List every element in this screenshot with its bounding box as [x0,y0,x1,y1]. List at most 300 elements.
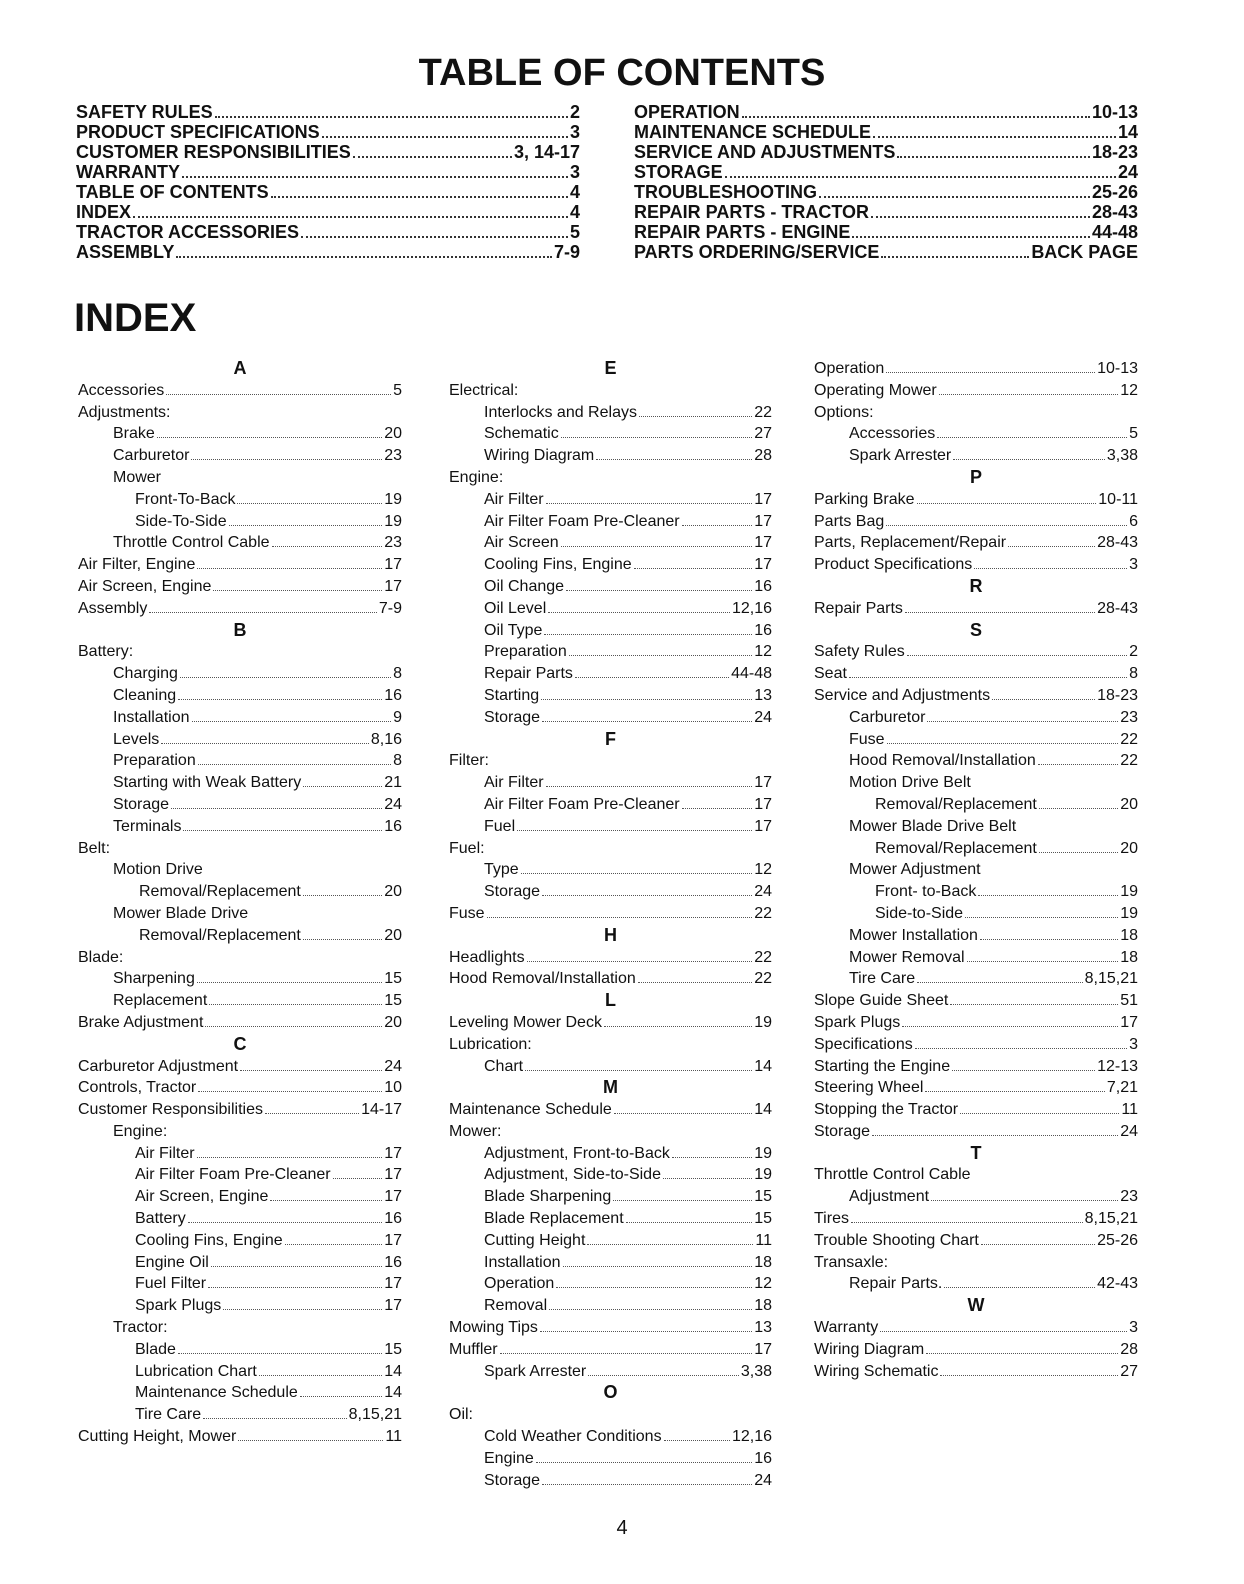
dot-leader [271,196,568,198]
index-entry-label: Safety Rules [814,643,905,661]
index-entry-label: Transaxle: [814,1253,889,1271]
index-entry [814,881,1138,903]
index-subheading [814,1252,1138,1274]
index-entry-page: 3 [1129,556,1138,574]
index-entry [449,816,772,838]
index-entry-label: Spark Arrester [849,447,952,465]
index-entry [814,532,1138,554]
index-entry-label: Motion Drive [113,861,203,879]
index-entry [814,750,1138,772]
index-entry-label: Cutting Height [484,1231,586,1249]
dot-leader [303,895,382,896]
index-section-letter: M [603,1077,618,1098]
index-entry-label: Mower Blade Drive [113,904,249,922]
index-entry-page: 3 [1129,1035,1138,1053]
index-entry-page: 19 [1120,904,1138,922]
index-entry [449,685,772,707]
toc-entry-page: 3 [569,162,580,182]
index-subheading [449,467,772,489]
index-entry-page: 17 [384,1188,402,1206]
index-entry-page: 10-13 [1097,360,1138,377]
index-entry-label: Stopping the Tractor [814,1101,959,1119]
index-entry [449,1186,772,1208]
index-entry [449,1295,772,1317]
dot-leader [238,1440,383,1441]
index-entry [449,511,772,533]
toc-entry [634,102,1138,122]
index-entry [449,423,772,445]
dot-leader [981,1244,1095,1245]
index-entry-label: Adjustments: [78,403,171,421]
index-entry [814,1012,1138,1034]
index-entry [78,1382,402,1404]
index-entry [814,990,1138,1012]
dot-leader [272,546,383,547]
toc-entry [76,222,580,242]
index-entry-label: Battery [135,1210,186,1228]
index-entry-label: Mower Removal [849,948,965,966]
index-title: INDEX [74,296,197,340]
index-entry-page: 5 [1129,425,1138,443]
index-entry-page: 24 [1120,1122,1138,1140]
index-entry [449,903,772,925]
index-entry [814,445,1138,467]
toc-entry-label: ASSEMBLY [76,242,175,262]
index-entry [78,1208,402,1230]
index-entry-label: Installation [484,1253,561,1271]
dot-leader [927,721,1118,722]
index-entry-label: Maintenance Schedule [135,1384,298,1402]
index-entry [449,1361,772,1383]
index-entry [78,423,402,445]
index-entry-page: 3,38 [740,1362,772,1380]
index-entry-page: 19 [754,1144,772,1162]
dot-leader [213,590,382,591]
index-entry [449,1426,772,1448]
index-entry-page: 51 [1120,992,1138,1010]
index-entry-page: 17 [384,1275,402,1293]
index-entry-label: Engine [484,1449,534,1467]
index-entry [78,881,402,903]
index-subheading [814,859,1138,881]
index-entry-page: 13 [754,686,772,704]
index-entry-label: Fuse [449,904,485,922]
index-entry-label: Air Filter Foam Pre-Cleaner [135,1166,331,1184]
dot-leader [301,236,568,238]
index-entry-label: Preparation [113,752,196,770]
dot-leader [240,1070,382,1071]
index-entry-label: Controls, Tractor [78,1079,197,1097]
index-section-letter: C [233,1033,247,1054]
index-entry [814,598,1138,620]
index-entry-label: Carburetor [849,708,926,726]
index-subheading [449,1121,772,1143]
toc-entry-label: CUSTOMER RESPONSIBILITIES [76,142,351,162]
index-entry-page: 12,16 [731,1428,772,1446]
index-entry-label: Removal/Replacement [875,839,1037,857]
index-entry [814,1099,1138,1121]
index-entry-page: 16 [754,577,772,595]
dot-leader [300,1396,382,1397]
index-entry-page: 16 [754,1449,772,1467]
dot-leader [521,873,753,874]
index-entry-page: 17 [754,556,772,574]
toc-title: TABLE OF CONTENTS [418,52,826,94]
index-entry [449,1448,772,1470]
index-entry [449,445,772,467]
index-entry-label: Seat [814,665,847,683]
toc-entry [76,162,580,182]
index-entry [78,1404,402,1426]
toc-entry-label: STORAGE [634,162,723,182]
index-entry-label: Repair Parts [484,665,573,683]
toc-entry-page: 28-43 [1091,202,1138,222]
index-entry-label: Cleaning [113,686,177,704]
index-subheading [449,380,772,402]
index-subheading [78,467,402,489]
index-entry [78,511,402,533]
toc-entry [76,242,580,262]
index-entry-page: 8 [393,752,402,770]
index-entry-page: 27 [1120,1362,1138,1380]
dot-leader [197,1157,383,1158]
index-entry [814,1186,1138,1208]
index-entry [814,423,1138,445]
index-subheading [78,1317,402,1339]
dot-leader [209,1004,382,1005]
index-entry-label: Brake Adjustment [78,1013,204,1031]
dot-leader [517,830,752,831]
dot-leader [191,459,382,460]
index-entry-label: Wiring Diagram [484,447,595,465]
toc-entry-label: TABLE OF CONTENTS [76,182,269,202]
index-entry-label: Air Filter [484,490,544,508]
dot-leader [197,568,382,569]
index-entry [449,554,772,576]
index-entry-label: Mower Blade Drive Belt [849,817,1017,835]
index-entry-page: 14-17 [361,1101,402,1119]
index-entry-page: 11 [385,1428,402,1446]
index-entry-page: 20 [384,425,402,443]
index-entry [78,1186,402,1208]
index-entry-page: 19 [754,1013,772,1031]
index-entry-label: Starting the Engine [814,1057,951,1075]
index-entry [78,1056,402,1078]
index-entry-label: Product Specifications [814,556,973,574]
index-entry-label: Hood Removal/Installation [849,752,1036,770]
index-entry [78,1339,402,1361]
dot-leader [978,895,1118,896]
index-entry [449,968,772,990]
index-entry [814,380,1138,402]
index-entry-label: Operation [814,360,885,377]
index-entry-label: Accessories [849,425,936,443]
dot-leader [1039,808,1118,809]
dot-leader [546,786,753,787]
index-entry-page: 18 [1120,926,1138,944]
index-entry-label: Lubrication: [449,1035,532,1053]
dot-leader [897,156,1090,158]
index-entry-page: 23 [1120,708,1138,726]
index-entry [449,881,772,903]
index-entry-page: 12-13 [1097,1057,1138,1075]
dot-leader [180,677,391,678]
index-subheading [814,402,1138,424]
dot-leader [133,216,568,218]
toc-entry-label: SAFETY RULES [76,102,213,122]
index-entry [78,968,402,990]
dot-leader [886,525,1127,526]
dot-leader [980,939,1118,940]
index-entry-page: 8,15,21 [1084,1210,1138,1228]
dot-leader [548,612,730,613]
dot-leader [561,546,753,547]
index-entry [814,1208,1138,1230]
index-entry-label: Charging [113,665,178,683]
dot-leader [566,590,752,591]
index-column-3 [814,358,1138,1382]
index-entry [78,990,402,1012]
index-entry-page: 28 [1120,1340,1138,1358]
index-entry-label: Service and Adjustments [814,686,991,704]
index-entry-page: 17 [384,1166,402,1184]
index-entry-page: 18 [754,1297,772,1315]
index-entry [449,1273,772,1295]
index-entry [78,794,402,816]
index-entry [78,1426,402,1448]
index-entry-label: Storage [484,708,541,726]
index-entry-page: 17 [384,556,402,574]
index-entry-page: 16 [384,1210,402,1228]
index-entry-page: 18 [754,1253,772,1271]
toc-entry [634,162,1138,182]
index-entry-page: 17 [754,534,772,552]
toc-entry-page: 44-48 [1091,222,1138,242]
dot-leader [544,634,752,635]
dot-leader [907,655,1127,656]
index-entry [814,489,1138,511]
index-entry-label: Parking Brake [814,490,915,508]
index-entry-page: 20 [1120,795,1138,813]
index-entry [78,663,402,685]
dot-leader [917,503,1097,504]
toc-entry-label: OPERATION [634,102,740,122]
index-entry-label: Installation [113,708,190,726]
dot-leader [672,1157,752,1158]
index-entry [814,1056,1138,1078]
toc-entry-label: SERVICE AND ADJUSTMENTS [634,142,896,162]
index-entry [449,1339,772,1361]
index-entry-label: Spark Plugs [135,1297,222,1315]
index-entry-label: Engine: [113,1122,168,1140]
dot-leader [166,394,391,395]
toc-entry-page: 3, 14-17 [513,142,580,162]
index-entry-label: Mower Installation [849,926,978,944]
index-entry-label: Assembly [78,599,148,617]
index-entry [814,1121,1138,1143]
index-entry-page: 8,16 [370,730,402,748]
index-section-letter: B [233,619,247,640]
index-entry-label: Blade Replacement [484,1210,624,1228]
dot-leader [926,1353,1118,1354]
index-entry-label: Removal/Replacement [139,926,301,944]
dot-leader [500,1353,753,1354]
index-entry-label: Cutting Height, Mower [78,1428,237,1446]
index-entry-label: Replacement [113,992,208,1010]
index-entry-label: Air Filter Foam Pre-Cleaner [484,795,680,813]
dot-leader [536,1462,752,1463]
dot-leader [587,1244,753,1245]
index-entry [449,772,772,794]
toc-entry [76,122,580,142]
dot-leader [542,1484,752,1485]
index-entry [449,1317,772,1339]
index-entry-page: 15 [384,970,402,988]
index-entry-label: Repair Parts [814,599,903,617]
index-entry-label: Motion Drive Belt [849,774,971,792]
toc-entry [76,202,580,222]
dot-leader [161,743,369,744]
toc-entry-page: 25-26 [1091,182,1138,202]
index-entry-page: 8,15,21 [348,1406,402,1424]
dot-leader [960,1113,1119,1114]
index-entry [78,816,402,838]
index-entry [449,489,772,511]
dot-leader [198,1091,382,1092]
index-entry-page: 24 [754,883,772,901]
index-entry-label: Specifications [814,1035,913,1053]
toc-entry [634,222,1138,242]
index-entry-page: 15 [384,1340,402,1358]
index-entry-page: 5 [393,381,402,399]
index-subheading [78,903,402,925]
index-entry-page: 8 [1129,665,1138,683]
index-section-letter: P [969,466,982,487]
dot-leader [527,961,753,962]
dot-leader [634,568,753,569]
index-entry [78,1012,402,1034]
dot-leader [270,1200,382,1201]
index-entry-page: 12 [754,1275,772,1293]
index-entry [814,968,1138,990]
index-entry [814,511,1138,533]
index-entry-page: 23 [384,447,402,465]
index-entry-label: Interlocks and Relays [484,403,637,421]
index-section-letter: L [605,990,616,1011]
index-entry [78,532,402,554]
toc-entry-page: 4 [569,202,580,222]
index-subheading [78,1121,402,1143]
toc-entry-label: PARTS ORDERING/SERVICE [634,242,880,262]
index-entry [814,947,1138,969]
index-entry-label: Throttle Control Cable [814,1166,971,1184]
index-entry-page: 16 [754,621,772,639]
index-entry-page: 28-43 [1097,599,1138,617]
index-entry-label: Repair Parts. [849,1275,943,1293]
index-entry-label: Adjustment, Side-to-Side [484,1166,661,1184]
index-entry-label: Storage [484,883,541,901]
index-entry-page: 7-9 [378,599,402,617]
dot-leader [939,394,1118,395]
index-entry [814,1034,1138,1056]
dot-leader [944,1287,1095,1288]
toc-entry-page: 14 [1117,122,1138,142]
index-entry-page: 7,21 [1106,1079,1138,1097]
dot-leader [203,1418,347,1419]
index-subheading [814,1164,1138,1186]
toc-entry-label: REPAIR PARTS - ENGINE [634,222,851,242]
index-entry-page: 24 [754,1471,772,1489]
toc-entry-label: WARRANTY [76,162,180,182]
index-entry-label: Storage [484,1471,541,1489]
index-entry-page: 42-43 [1097,1275,1138,1293]
index-entry-page: 12 [754,643,772,661]
index-column-2 [449,358,772,1491]
index-entry-label: Fuse [849,730,885,748]
index-entry-page: 15 [384,992,402,1010]
index-entry-page: 3 [1129,1319,1138,1337]
index-entry [814,1317,1138,1339]
index-entry-page: 22 [754,904,772,922]
index-entry-label: Steering Wheel [814,1079,924,1097]
dot-leader [725,176,1116,178]
dot-leader [851,1222,1083,1223]
dot-leader [917,982,1083,983]
index-entry [814,794,1138,816]
dot-leader [265,1113,359,1114]
index-entry-label: Blade: [78,948,124,966]
toc-entry [76,142,580,162]
dot-leader [198,764,391,765]
dot-leader [183,830,382,831]
index-entry [449,1208,772,1230]
index-entry [814,685,1138,707]
index-entry [814,1273,1138,1295]
dot-leader [525,1070,752,1071]
index-entry [449,947,772,969]
index-section-letter: F [605,728,616,749]
dot-leader [965,917,1118,918]
toc-entry [634,242,1138,262]
index-entry [449,1470,772,1492]
dot-leader [940,1375,1118,1376]
index-entry-label: Mower Adjustment [849,861,981,879]
dot-leader [819,196,1090,198]
index-entry [814,641,1138,663]
dot-leader [639,416,752,417]
index-section-letter: R [969,575,983,596]
index-entry [78,1077,402,1099]
toc-entry [634,202,1138,222]
toc-entry-label: TRACTOR ACCESSORIES [76,222,300,242]
index-entry-label: Blade [135,1340,176,1358]
dot-leader [546,503,753,504]
dot-leader [259,1375,382,1376]
index-entry-label: Headlights [449,948,525,966]
index-entry-label: Parts Bag [814,512,885,530]
index-entry-page: 6 [1129,512,1138,530]
index-entry-page: 23 [384,534,402,552]
index-entry-label: Air Filter [484,774,544,792]
index-entry [449,663,772,685]
index-entry-page: 21 [384,774,402,792]
index-entry-label: Lubrication Chart [135,1362,257,1380]
index-entry [814,903,1138,925]
index-entry-label: Carburetor [113,447,190,465]
index-entry-label: Tractor: [113,1319,168,1337]
index-entry [449,1164,772,1186]
dot-leader [540,1331,752,1332]
